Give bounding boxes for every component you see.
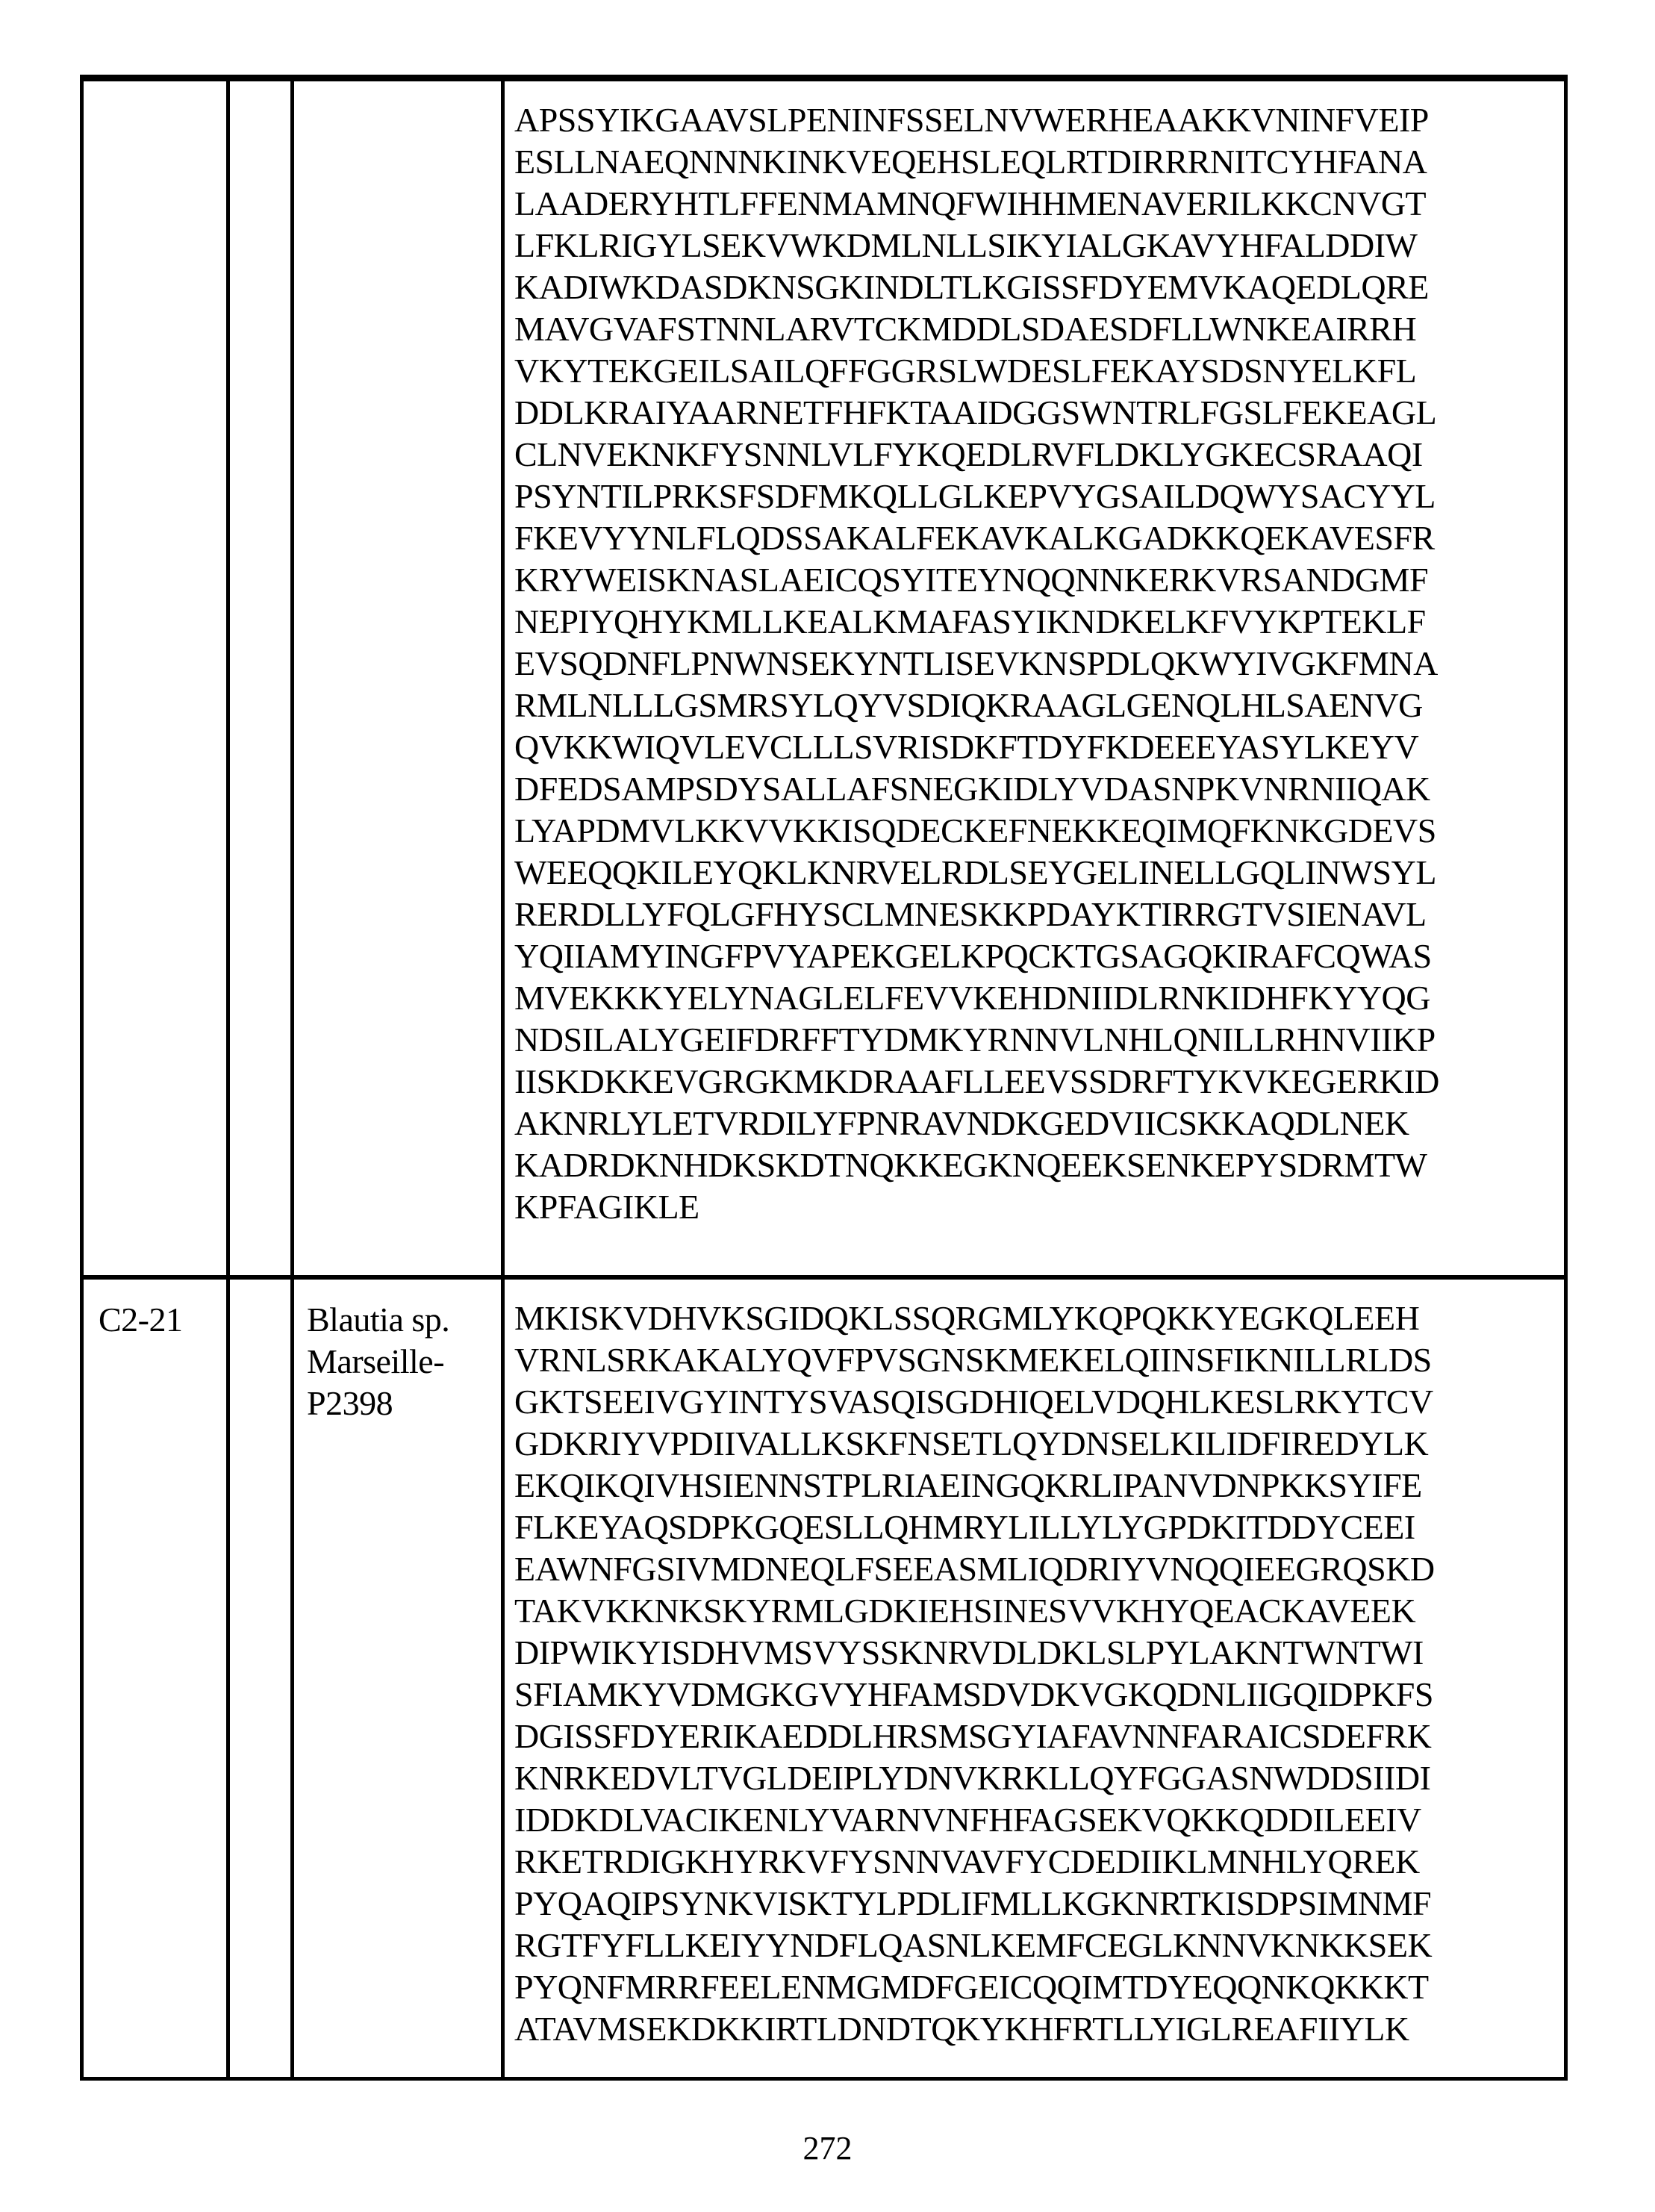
organism-name-line: P2398 <box>307 1384 393 1422</box>
organism-name-line: Marseille- <box>307 1342 445 1380</box>
sequence-line: DDLKRAIYAARNETFHFKTAAIDGGSWNTRLFGSLFEKEAGL <box>514 393 1437 432</box>
sequence-line: ESLLNAEQNNNKINKVEQEHSLEQLRTDIRRRNITCYHFANA <box>514 143 1427 181</box>
sequence-line: RKETRDIGKHYRKVFYSNNVAVFYCDEDIIKLMNHLYQREK <box>514 1842 1420 1881</box>
empty-cell <box>226 81 290 1275</box>
sequence-line: LAADERYHTLFFENMAMNQFWIHHMENAVERILKKCNVGT <box>514 184 1427 222</box>
sequence-line: KADIWKDASDKNSGKINDLTLKGISSFDYEMVKAQEDLQRE <box>514 268 1429 306</box>
sequence-line: WEEQQKILEYQKLKNRVELRDLSEYGELINELLGQLINWSYL <box>514 853 1436 891</box>
sequence-line: MVEKKKYELYNAGLELFEVVKEHDNIIDLRNKIDHFKYYQG <box>514 979 1430 1017</box>
sequence-line: GDKRIYVPDIIVALLKSKFNSETLQYDNSELKILIDFIREDYLK <box>514 1424 1429 1462</box>
empty-cell <box>226 1280 290 2077</box>
sequence-line: IISKDKKEVGRGKMKDRAAFLLEEVSSDRFTYKVKEGERKID <box>514 1062 1439 1100</box>
sequence-line: KNRKEDVLTVGLDEIPLYDNVKRKLLQYFGGASNWDDSIIDI <box>514 1759 1431 1797</box>
sequence-line: TAKVKKNKSKYRMLGDKIEHSINESVVKHYQEACKAVEEK <box>514 1592 1416 1630</box>
sequence-line: EAWNFGSIVMDNEQLFSEEASMLIQDRIYVNQQIEEGRQSKD <box>514 1550 1435 1588</box>
sequence-line: FKEVYYNLFLQDSSAKALFEKAVKALKGADKKQEKAVESFR <box>514 519 1435 557</box>
sequence-line: KPFAGIKLE <box>514 1188 699 1226</box>
sequence-line: YQIIAMYINGFPVYAPEKGELKPQCKTGSAGQKIRAFCQWAS <box>514 937 1432 975</box>
organism-cell <box>290 81 501 1275</box>
sequence-line: AKNRLYLETVRDILYFPNRAVNDKGEDVIICSKKAQDLNEK <box>514 1104 1409 1142</box>
sequence-line: VRNLSRKAKALYQVFPVSGNSKMEKELQIINSFIKNILLRLDS <box>514 1341 1432 1379</box>
sequence-line: SFIAMKYVDMGKGVYHFAMSDVDKVGKQDNLIIGQIDPKFS <box>514 1675 1433 1713</box>
sequence-cell <box>501 81 1564 1275</box>
clone-id-cell <box>84 1280 226 2077</box>
sequence-line: RMLNLLLGSMRSYLQYVSDIQKRAAGLGENQLHLSAENVG <box>514 686 1423 724</box>
sequence-line: DFEDSAMPSDYSALLAFSNEGKIDLYVDASNPKVNRNIIQAK <box>514 770 1430 808</box>
sequence-line: DIPWIKYISDHVMSVYSSKNRVDLDKLSLPYLAKNTWNTWI <box>514 1633 1424 1672</box>
table-row <box>84 81 1564 1275</box>
sequence-line: IDDKDLVACIKENLYVARNVNFHFAGSEKVQKKQDDILEEIV <box>514 1801 1421 1839</box>
sequence-line: PYQNFMRRFEELENMGMDFGEICQQIMTDYEQQNKQKKKT <box>514 1968 1429 2006</box>
organism-name-line: Blautia sp. <box>307 1300 450 1339</box>
table-row <box>84 1275 1564 2077</box>
sequence-line: NDSILALYGEIFDRFFTYDMKYRNNVLNHLQNILLRHNVIIKP <box>514 1021 1436 1059</box>
sequence-line: LFKLRIGYLSEKVWKDMLNLLSIKYIALGKAVYHFALDDIW <box>514 226 1418 264</box>
sequence-line: ATAVMSEKDKKIRTLDNDTQKYKHFRTLLYIGLREAFIIYLK <box>514 2010 1409 2048</box>
clone-id-cell <box>84 81 226 1275</box>
sequence-line: QVKKWIQVLEVCLLLSVRISDKFTDYFKDEEEYASYLKEYV <box>514 728 1419 766</box>
sequence-line: MKISKVDHVKSGIDQKLSSQRGMLYKQPQKKYEGKQLEEH <box>514 1299 1420 1337</box>
page-number: 272 <box>802 2130 853 2166</box>
sequence-line: CLNVEKNKFYSNNLVLFYKQEDLRVFLDKLYGKECSRAAQI <box>514 435 1423 473</box>
sequence-line: KADRDKNHDKSKDTNQKKEGKNQEEKSENKEPYSDRMTW <box>514 1146 1427 1184</box>
sequence-line: APSSYIKGAAVSLPENINFSSELNVWERHEAAKKVNINFVEIP <box>514 101 1429 139</box>
organism-cell <box>290 1280 501 2077</box>
sequence-line: LYAPDMVLKKVVKKISQDECKEFNEKKEQIMQFKNKGDEVS <box>514 811 1436 850</box>
sequence-line: RERDLLYFQLGFHYSCLMNESKKPDAYKTIRRGTVSIENAVL <box>514 895 1427 933</box>
sequence-line: KRYWEISKNASLAEICQSYITEYNQQNNKERKVRSANDGMF <box>514 561 1429 599</box>
clone-id: C2-21 <box>99 1300 183 1339</box>
sequence-cell <box>501 1280 1564 2077</box>
sequence-table <box>80 75 1568 2081</box>
sequence-line: DGISSFDYERIKAEDDLHRSMSGYIAFAVNNFARAICSDEFRK <box>514 1717 1432 1755</box>
sequence-line: PSYNTILPRKSFSDFMKQLLGLKEPVYGSAILDQWYSACYYL <box>514 477 1436 515</box>
sequence-line: FLKEYAQSDPKGQESLLQHMRYLILLYLYGPDKITDDYCEEI <box>514 1508 1415 1546</box>
sequence-line: EKQIKQIVHSIENNSTPLRIAEINGQKRLIPANVDNPKKSYIFE <box>514 1466 1422 1504</box>
sequence-line: EVSQDNFLPNWNSEKYNTLISEVKNSPDLQKWYIVGKFMNA <box>514 644 1438 682</box>
sequence-line: VKYTEKGEILSAILQFFGGRSLWDESLFEKAYSDSNYELKFL <box>514 352 1417 390</box>
sequence-line: MAVGVAFSTNNLARVTCKMDDLSDAESDFLLWNKEAIRRH <box>514 310 1417 348</box>
sequence-line: PYQAQIPSYNKVISKTYLPDLIFMLLKGKNRTKISDPSIMNMF <box>514 1884 1432 1922</box>
sequence-line: RGTFYFLLKEIYYNDFLQASNLKEMFCEGLKNNVKNKKSEK <box>514 1926 1433 1964</box>
sequence-line: GKTSEEIVGYINTYSVASQISGDHIQELVDQHLKESLRKYTCV <box>514 1383 1433 1421</box>
sequence-line: NEPIYQHYKMLLKEALKMAFASYIKNDKELKFVYKPTEKLF <box>514 602 1426 641</box>
